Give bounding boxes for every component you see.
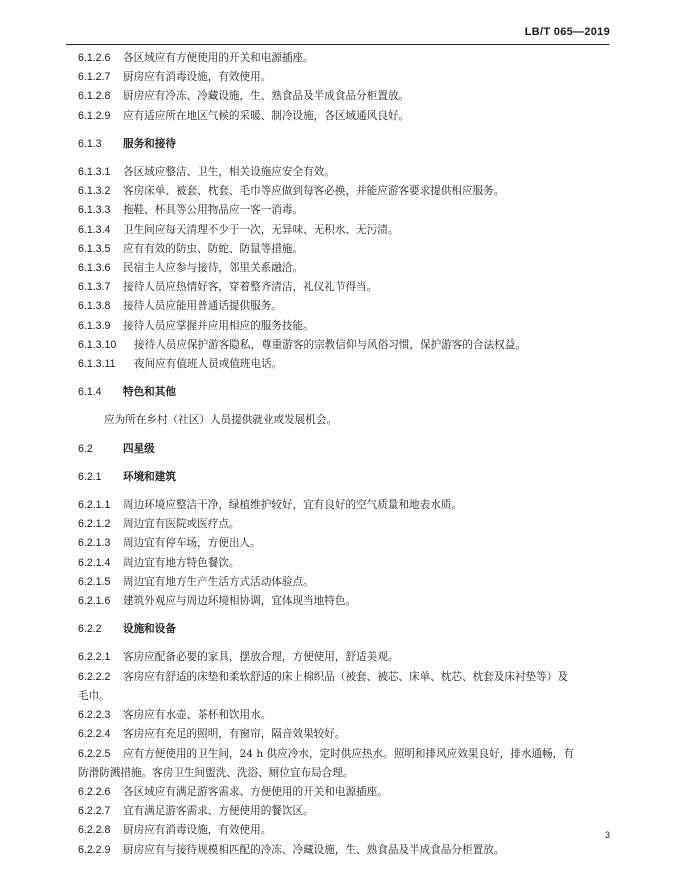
clause-number: 6.1.3.7 — [78, 281, 111, 294]
clause-number: 6.1.3.9 — [78, 319, 111, 332]
clause — [78, 49, 610, 68]
clause — [78, 534, 610, 553]
clause-number: 6.2.2.5 — [78, 747, 111, 760]
clause-text: 客房应有水壶、茶杯和饮用水。 — [123, 709, 272, 722]
clause — [78, 240, 610, 259]
clause-text: 接待人员应热情好客，穿着整齐清洁，礼仪礼节得当。 — [123, 281, 378, 294]
clause-number: 6.1.2.8 — [78, 90, 111, 103]
section-heading — [78, 440, 610, 459]
clause — [78, 336, 610, 355]
clause — [78, 297, 610, 316]
clause-text: 厨房应有冷冻、冷藏设施，生、熟食品及半成食品分柜置放。 — [123, 90, 410, 103]
section-title: 环境和建筑 — [123, 470, 176, 483]
clause-number: 6.1.2.9 — [78, 109, 111, 122]
clause-text: 接待人员应保护游客隐私，尊重游客的宗教信仰与风俗习惯，保护游客的合法权益。 — [134, 338, 526, 351]
clause-number: 6.2.2.9 — [78, 843, 111, 856]
section-heading — [78, 468, 610, 487]
clause — [78, 221, 610, 240]
clause-text: 各区域应整洁、卫生，相关设施应安全有效。 — [123, 166, 335, 179]
clause-number: 6.2.2.1 — [78, 651, 111, 664]
clause-text: 客房应有充足的照明，有窗帘，隔音效果较好。 — [123, 728, 346, 741]
clause-text: 周边环境应整洁干净，绿植维护较好，宜有良好的空气质量和地表水质。 — [123, 499, 462, 512]
clause — [78, 573, 610, 592]
section-number: 6.2.2 — [78, 623, 102, 636]
clause-number: 6.2.1.2 — [78, 518, 111, 531]
clause — [78, 668, 610, 687]
clause-text: 厨房应有消毒设施，有效使用。 — [123, 71, 272, 84]
clause-text: 应有有效的防虫、防蛇、防鼠等措施。 — [123, 242, 304, 255]
clause-number: 6.1.3.4 — [78, 223, 111, 236]
document-body — [78, 49, 610, 860]
clause-number: 6.2.2.6 — [78, 785, 111, 798]
header-rule — [66, 44, 609, 45]
clause-number: 6.1.3.2 — [78, 185, 111, 198]
section-title: 特色和其他 — [123, 386, 176, 399]
clause — [78, 163, 610, 182]
clause-text: 周边宜有停车场，方便出人。 — [123, 537, 261, 550]
clause-text: 周边宜有医院或医疗点。 — [123, 518, 240, 531]
clause-number: 6.2.1.5 — [78, 575, 111, 588]
clause-number: 6.1.3.11 — [78, 358, 116, 371]
clause-text: 厨房应有与接待规模相匹配的冷冻、冷藏设施，生、熟食品及半成食品分柜置放。 — [123, 843, 505, 856]
clause-number: 6.2.2.2 — [78, 670, 111, 683]
page-number: 3 — [604, 830, 610, 840]
clause — [78, 592, 610, 611]
clause-number: 6.1.2.7 — [78, 71, 111, 84]
clause — [78, 355, 610, 374]
clause — [78, 278, 610, 297]
section-title: 服务和接待 — [123, 137, 176, 150]
clause-text: 应有适应所在地区气候的采暖、制冷设施，各区域通风良好。 — [123, 109, 410, 122]
clause — [78, 821, 610, 840]
clause — [78, 317, 610, 336]
section-title: 设施和设备 — [123, 623, 176, 636]
clause — [78, 554, 610, 573]
clause-number: 6.1.2.6 — [78, 52, 111, 64]
clause-continuation: 毛巾。 — [78, 689, 110, 702]
clause — [78, 706, 610, 725]
clause — [78, 68, 610, 87]
clause-number: 6.2.1.4 — [78, 556, 111, 569]
clause-text: 宜有满足游客需求、方便使用的餐饮区。 — [123, 805, 314, 818]
clause-text: 周边宜有地方生产生活方式活动体验点。 — [123, 575, 314, 588]
clause — [78, 725, 610, 744]
section-number: 6.1.3 — [78, 137, 102, 150]
clause-number: 6.1.3.8 — [78, 300, 111, 313]
paragraph: 应为所在乡村（社区）人员提供就业或发展机会。 — [104, 414, 338, 427]
clause-text: 民宿主人应参与接待，邻里关系融洽。 — [123, 262, 304, 275]
document-code: LB/T 065—2019 — [524, 26, 610, 38]
clause-number: 6.1.3.10 — [78, 338, 117, 351]
clause-text: 各区域应有满足游客需求、方便使用的开关和电源插座。 — [123, 785, 388, 798]
clause — [78, 87, 610, 106]
section-title: 四星级 — [123, 442, 155, 455]
clause — [78, 802, 610, 821]
clause-number: 6.2.2.8 — [78, 824, 111, 837]
clause-text: 客房床单、被套、枕套、毛巾等应做到每客必换，并能应游客要求提供相应服务。 — [123, 185, 505, 198]
section-heading — [78, 383, 610, 402]
clause — [78, 841, 610, 860]
section-heading — [78, 135, 610, 154]
clause — [78, 259, 610, 278]
clause-text: 厨房应有消毒设施，有效使用。 — [123, 824, 272, 837]
clause-text: 客房应有舒适的床垫和柔软舒适的床上棉织品（被套、被芯、床单、枕芯、枕套及床衬垫等）及 — [123, 670, 568, 683]
clause — [78, 201, 610, 220]
clause — [78, 182, 610, 201]
clause — [78, 783, 610, 802]
clause-text: 客房应配备必要的家具，摆放合理，方便使用，舒适美观。 — [123, 651, 399, 664]
clause-text: 夜间应有值班人员或值班电话。 — [134, 358, 283, 371]
clause-text: 拖鞋、杯具等公用物品应一客一消毒。 — [123, 204, 304, 217]
clause-number: 6.1.3.5 — [78, 242, 111, 255]
clause — [78, 496, 610, 515]
clause-number: 6.2.2.7 — [78, 805, 111, 818]
clause-text: 周边宜有地方特色餐饮。 — [123, 556, 240, 569]
clause-text: 各区域应有方便使用的开关和电源插座。 — [123, 52, 314, 64]
clause-text: 卫生间应每天清理不少于一次，无异味、无积水、无污渍。 — [123, 223, 399, 236]
clause-number: 6.2.1.3 — [78, 537, 111, 550]
clause-number: 6.2.2.3 — [78, 709, 111, 722]
clause-number: 6.2.2.4 — [78, 728, 111, 741]
clause-number: 6.2.1.1 — [78, 499, 111, 512]
clause — [78, 107, 610, 126]
clause — [78, 515, 610, 534]
clause-number: 6.1.3.6 — [78, 262, 111, 275]
clause — [78, 745, 610, 764]
section-number: 6.2 — [78, 442, 93, 455]
clause-number: 6.2.1.6 — [78, 595, 111, 608]
clause-continuation: 防滑防溅措施。客房卫生间盥洗、洗浴、厕位宜布局合理。 — [78, 766, 354, 779]
clause-text: 接待人员应能用普通话提供服务。 — [123, 300, 282, 313]
clause-text: 建筑外观应与周边环境相协调，宜体现当地特色。 — [123, 595, 357, 608]
clause-number: 6.1.3.1 — [78, 166, 111, 179]
clause-text: 接待人员应掌握并应用相应的服务技能。 — [123, 319, 314, 332]
clause-number: 6.1.3.3 — [78, 204, 111, 217]
section-number: 6.2.1 — [78, 470, 102, 483]
clause-text: 应有方便使用的卫生间，24 h 供应冷水，定时供应热水。照明和排风应效果良好，排水通畅，有 — [123, 747, 574, 760]
section-heading — [78, 620, 610, 639]
section-number: 6.1.4 — [78, 386, 102, 399]
clause — [78, 648, 610, 667]
